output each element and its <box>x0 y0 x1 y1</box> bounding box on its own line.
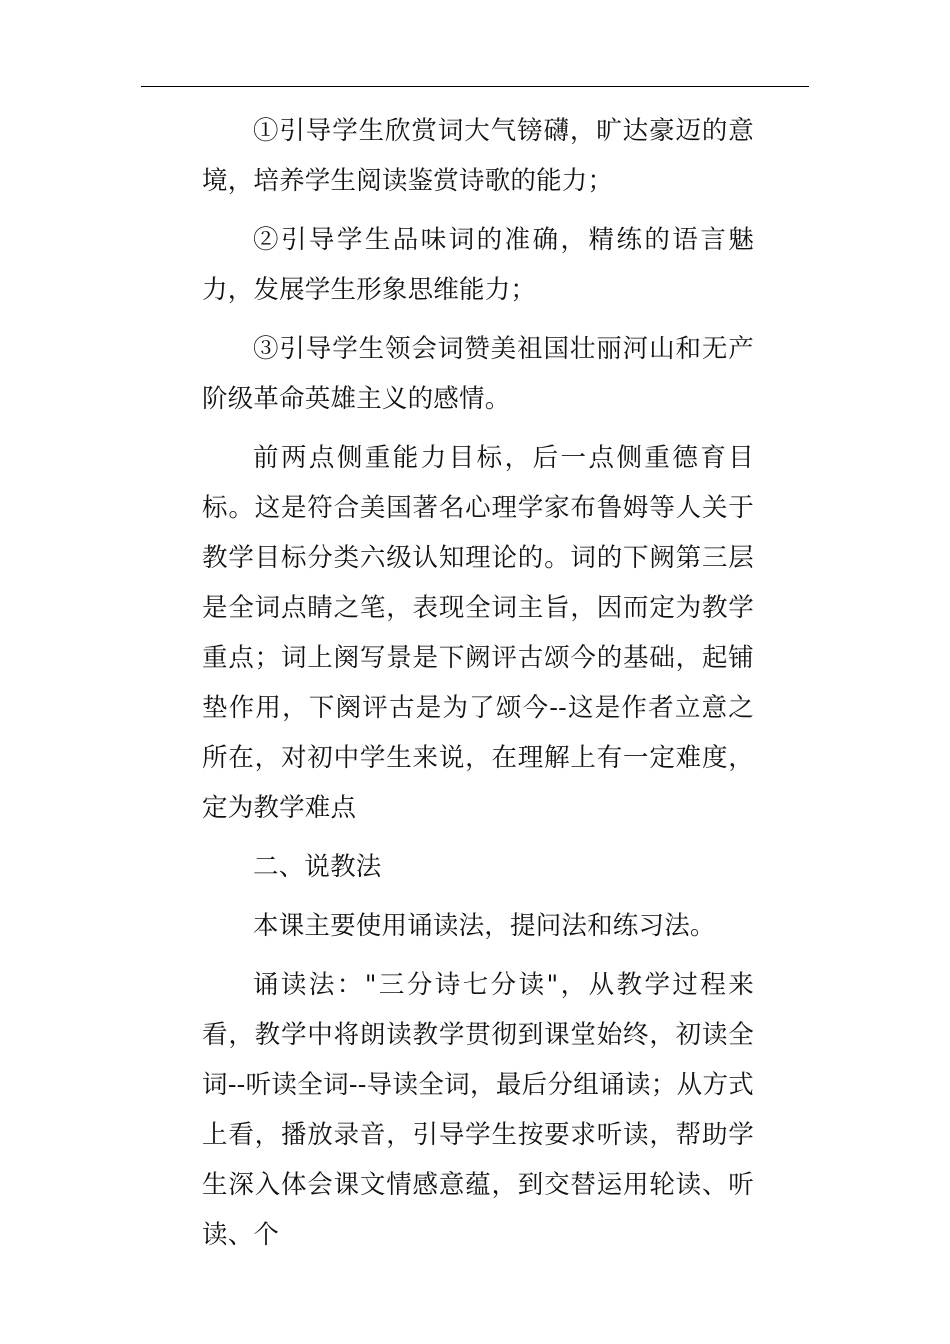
methods-summary-paragraph: 本课主要使用诵读法，提问法和练习法。 <box>253 911 716 941</box>
section-heading-teaching-methods: 二、说教法 <box>253 852 382 882</box>
objectives-analysis-paragraph: 前两点侧重能力目标，后一点侧重德育目标。这是符合美国著名心理学家布鲁姆等人关于教学目标分类六级认知理论的。词的下阙第三层是全词点睛之笔，表现全词主旨，因而定为教学重点；词上阕写景是下阙评古颂今的基础，起铺垫作用，下阕评古是为了颂今--这是作者立意之所在，对初中学生来说，在理解上有一定难度，定为教学难点 <box>202 443 754 823</box>
objective-3-paragraph: ③引导学生领会词赞美祖国壮丽河山和无产阶级革命英雄主义的感情。 <box>202 334 754 414</box>
document-body <box>202 106 754 1269</box>
header-rule <box>141 86 809 87</box>
objective-1-paragraph: ①引导学生欣赏词大气镑礴，旷达豪迈的意境，培养学生阅读鉴赏诗歌的能力； <box>202 116 754 196</box>
objective-2-paragraph: ②引导学生品味词的准确，精练的语言魅力，发展学生形象思维能力； <box>202 225 754 305</box>
recitation-method-paragraph: 诵读法："三分诗七分读"，从教学过程来看，教学中将朗读教学贯彻到课堂始终，初读全词--听读全词--导读全词，最后分组诵读；从方式上看，播放录音，引导学生按要求听读，帮助学生深入体会课文情感意蕴，到交替运用轮读、听读、个 <box>202 970 754 1250</box>
